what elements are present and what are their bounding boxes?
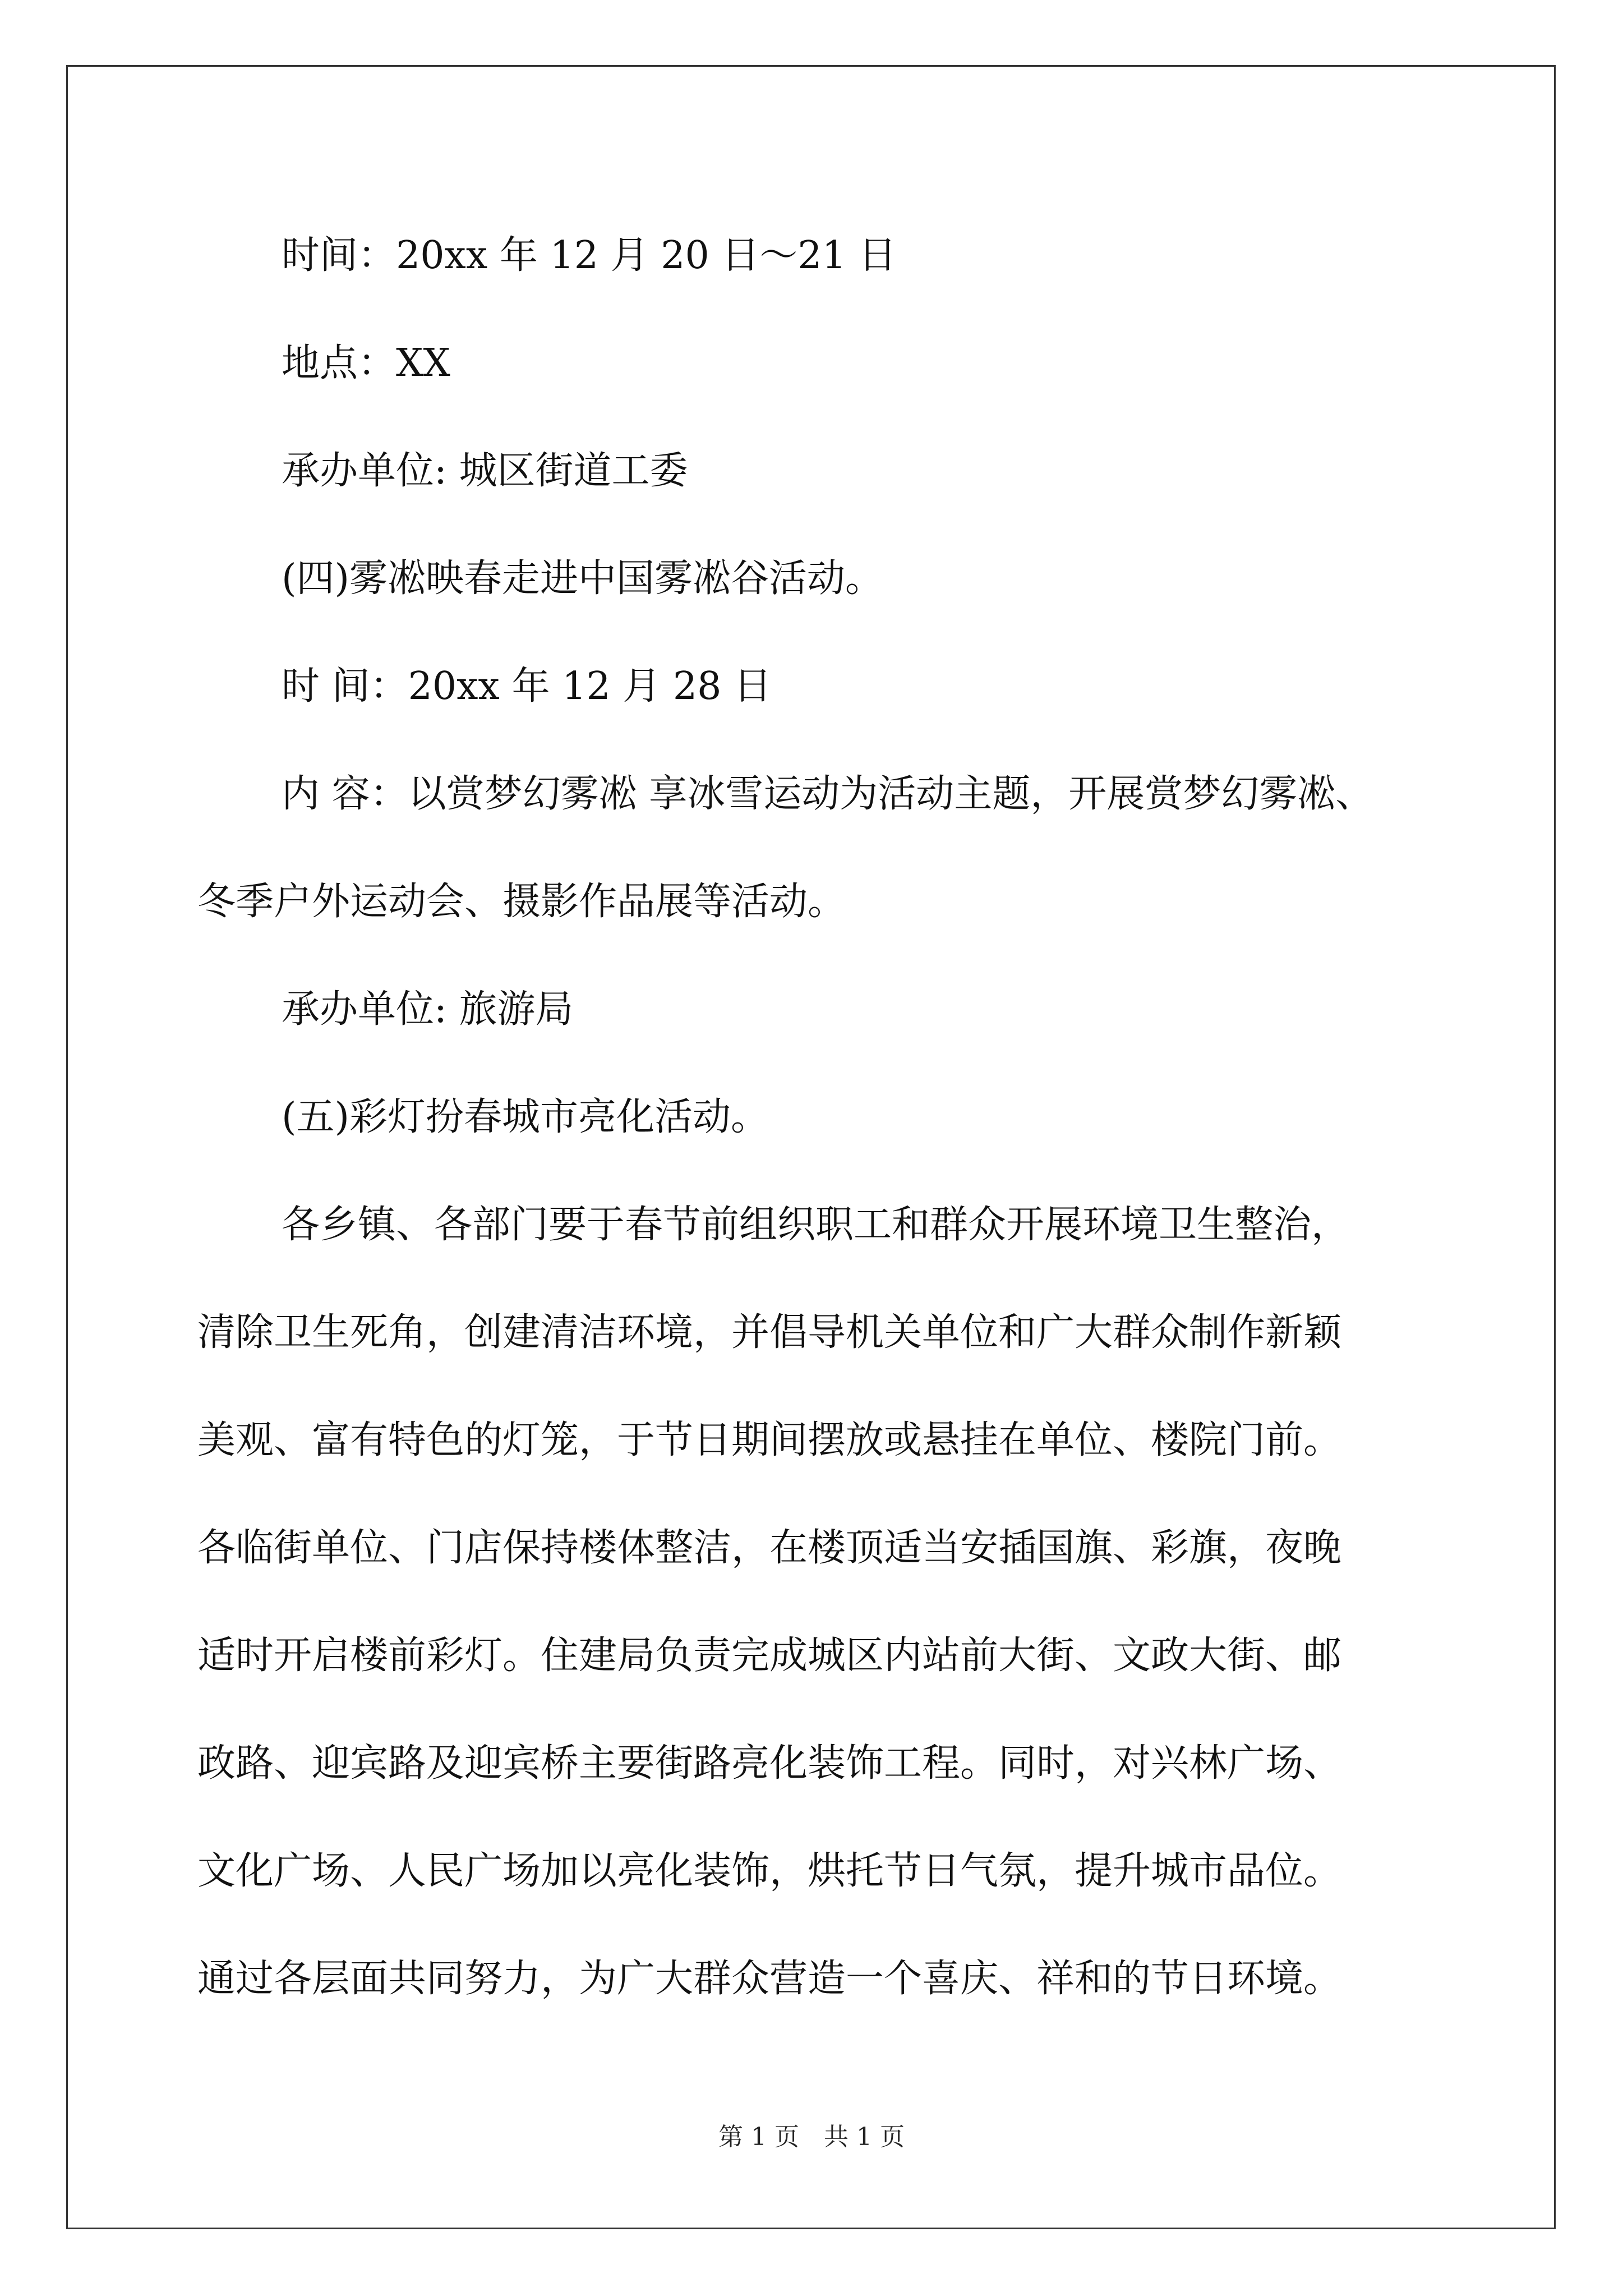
paragraph-body-line-2: 清除卫生死角，创建清洁环境，并倡导机关单位和广大群众制作新颖 [197, 1310, 1342, 1355]
paragraph-time: 时间：20xx 年 12 月 20 日～21 日 [282, 233, 897, 278]
paragraph-body-line-4: 各临街单位、门店保持楼体整洁，在楼顶适当安插国旗、彩旗，夜晚 [197, 1526, 1342, 1570]
section-heading-4: (四)雾凇映春走进中国雾凇谷活动。 [282, 556, 884, 601]
paragraph-body-line-8: 通过各层面共同努力，为广大群众营造一个喜庆、祥和的节日环境。 [197, 1957, 1342, 2001]
paragraph-organizer-2: 承办单位: 旅游局 [282, 987, 574, 1032]
paragraph-body-line-6: 政路、迎宾路及迎宾桥主要街路亮化装饰工程。同时，对兴林广场、 [197, 1741, 1342, 1786]
paragraph-body-line-3: 美观、富有特色的灯笼，于节日期间摆放或悬挂在单位、楼院门前。 [197, 1418, 1342, 1462]
section-heading-5: (五)彩灯扮春城市亮化活动。 [282, 1095, 769, 1139]
paragraph-location: 地点：XX [282, 341, 450, 385]
paragraph-body-line-5: 适时开启楼前彩灯。住建局负责完成城区内站前大街、文政大街、邮 [197, 1634, 1342, 1678]
paragraph-content: 内 容：以赏梦幻雾凇 享冰雪运动为活动主题，开展赏梦幻雾凇、 [282, 772, 1374, 816]
paragraph-body-line-7: 文化广场、人民广场加以亮化装饰，烘托节日气氛，提升城市品位。 [197, 1849, 1342, 1893]
page-number-footer: 第 1 页 共 1 页 [718, 2123, 905, 2151]
paragraph-organizer: 承办单位: 城区街道工委 [282, 449, 688, 493]
paragraph-time-2: 时 间：20xx 年 12 月 28 日 [282, 664, 772, 708]
document-body [197, 202, 1476, 2033]
paragraph-body-line-1: 各乡镇、各部门要于春节前组织职工和群众开展环境卫生整治， [282, 1203, 1350, 1247]
paragraph-content-cont: 冬季户外运动会、摄影作品展等活动。 [197, 880, 846, 924]
